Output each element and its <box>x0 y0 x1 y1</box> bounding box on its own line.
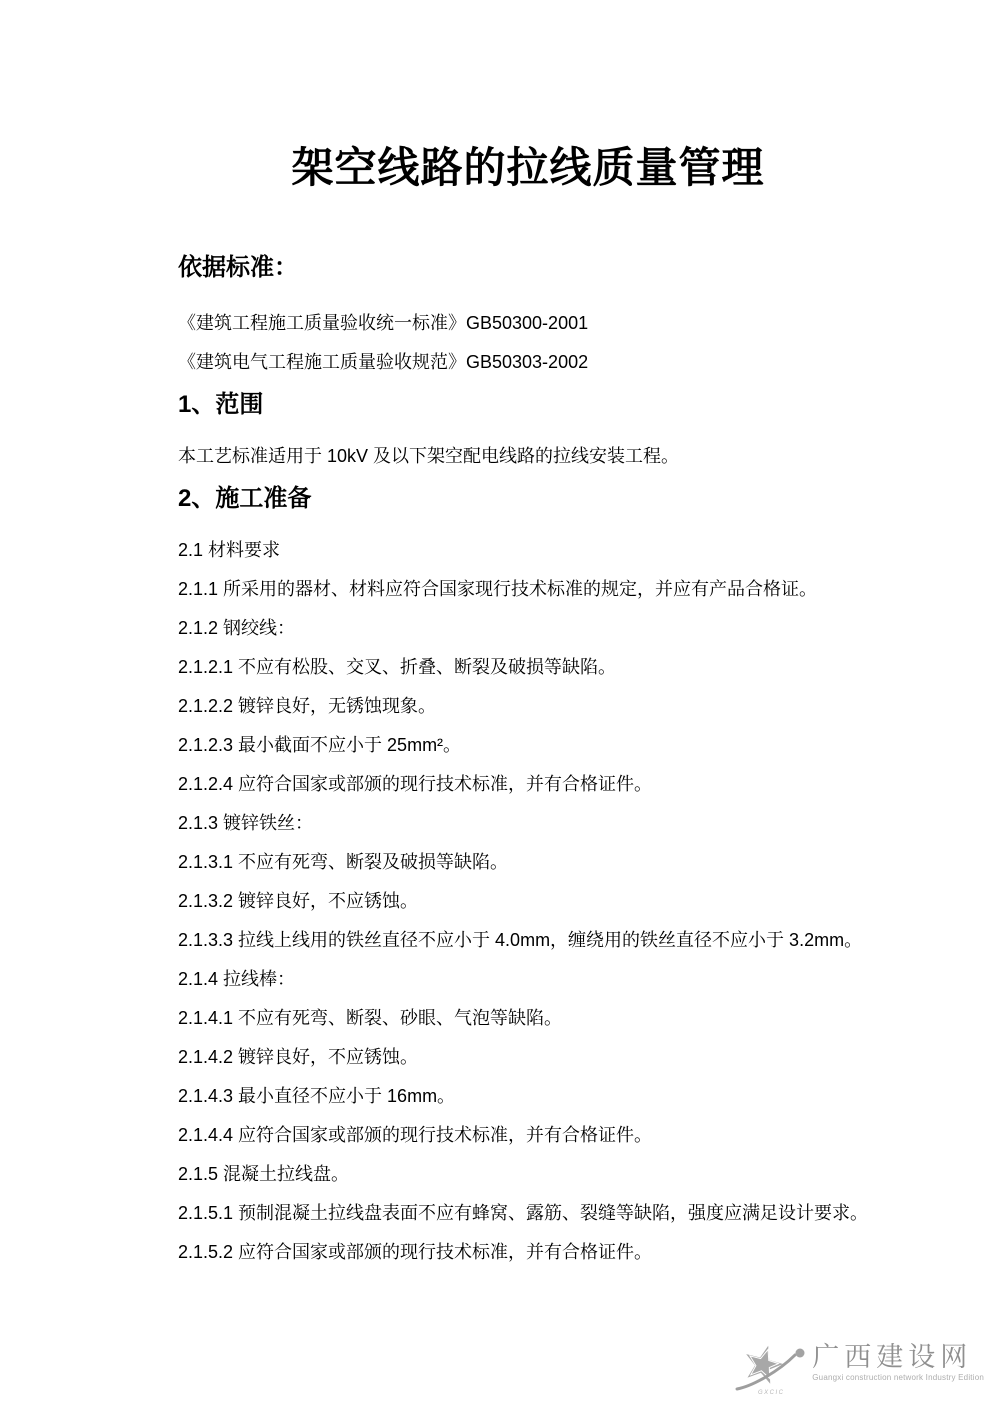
watermark-brand: 广西建设网 <box>812 1342 973 1372</box>
doc-paragraph: 2.1.2.1 不应有松股、交叉、折叠、断裂及破损等缺陷。 <box>178 657 617 677</box>
doc-paragraph: 2.1.2.3 最小截面不应小于 25mm²。 <box>178 735 462 755</box>
watermark-caption: Guangxi construction network Industry Edition <box>812 1373 984 1382</box>
standard-reference: 《建筑电气工程施工质量验收规范》GB50303-2002 <box>178 352 589 372</box>
doc-title: 架空线路的拉线质量管理 <box>291 144 765 191</box>
doc-paragraph: 2.1.1 所采用的器材、材料应符合国家现行技术标准的规定，并应有产品合格证。 <box>178 579 818 599</box>
doc-paragraph: 2.1.4.4 应符合国家或部颁的现行技术标准，并有合格证件。 <box>178 1125 653 1145</box>
standard-reference: 《建筑工程施工质量验收统一标准》GB50300-2001 <box>178 313 589 333</box>
doc-paragraph: 2.1.2.4 应符合国家或部颁的现行技术标准，并有合格证件。 <box>178 774 653 794</box>
doc-paragraph: 2.1 材料要求 <box>178 540 281 560</box>
doc-paragraph: 2.1.4.1 不应有死弯、断裂、砂眼、气泡等缺陷。 <box>178 1008 563 1028</box>
doc-paragraph: 2.1.4.3 最小直径不应小于 16mm。 <box>178 1086 456 1106</box>
brand-column <box>812 1341 984 1382</box>
section-heading-preparation: 2、施工准备 <box>178 485 312 512</box>
doc-paragraph: 2.1.4.2 镀锌良好，不应锈蚀。 <box>178 1047 419 1067</box>
doc-paragraph: 本工艺标准适用于 10kV 及以下架空配电线路的拉线安装工程。 <box>178 446 680 466</box>
logo-box <box>734 1341 808 1397</box>
doc-paragraph: 2.1.2.2 镀锌良好，无锈蚀现象。 <box>178 696 437 716</box>
doc-paragraph: 2.1.5.2 应符合国家或部颁的现行技术标准，并有合格证件。 <box>178 1242 653 1262</box>
star-swoosh-icon <box>734 1341 808 1393</box>
section-heading-scope: 1、范围 <box>178 391 264 418</box>
doc-paragraph: 2.1.4 拉线棒： <box>178 969 296 989</box>
logo-abbreviation: GXCIC <box>757 1390 785 1396</box>
doc-paragraph: 2.1.3.2 镀锌良好，不应锈蚀。 <box>178 891 419 911</box>
doc-paragraph: 2.1.5.1 预制混凝土拉线盘表面不应有蜂窝、露筋、裂缝等缺陷，强度应满足设计要求。 <box>178 1203 869 1223</box>
doc-paragraph: 2.1.3 镀锌铁丝： <box>178 813 314 833</box>
doc-paragraph: 2.1.5 混凝土拉线盘。 <box>178 1164 350 1184</box>
watermark-logo <box>734 1341 984 1397</box>
doc-paragraph: 2.1.3.3 拉线上线用的铁丝直径不应小于 4.0mm，缠绕用的铁丝直径不应小于 3.2mm。 <box>178 930 863 950</box>
doc-paragraph: 2.1.3.1 不应有死弯、断裂及破损等缺陷。 <box>178 852 509 872</box>
standards-heading: 依据标准： <box>178 254 298 281</box>
doc-paragraph: 2.1.2 钢绞线： <box>178 618 296 638</box>
